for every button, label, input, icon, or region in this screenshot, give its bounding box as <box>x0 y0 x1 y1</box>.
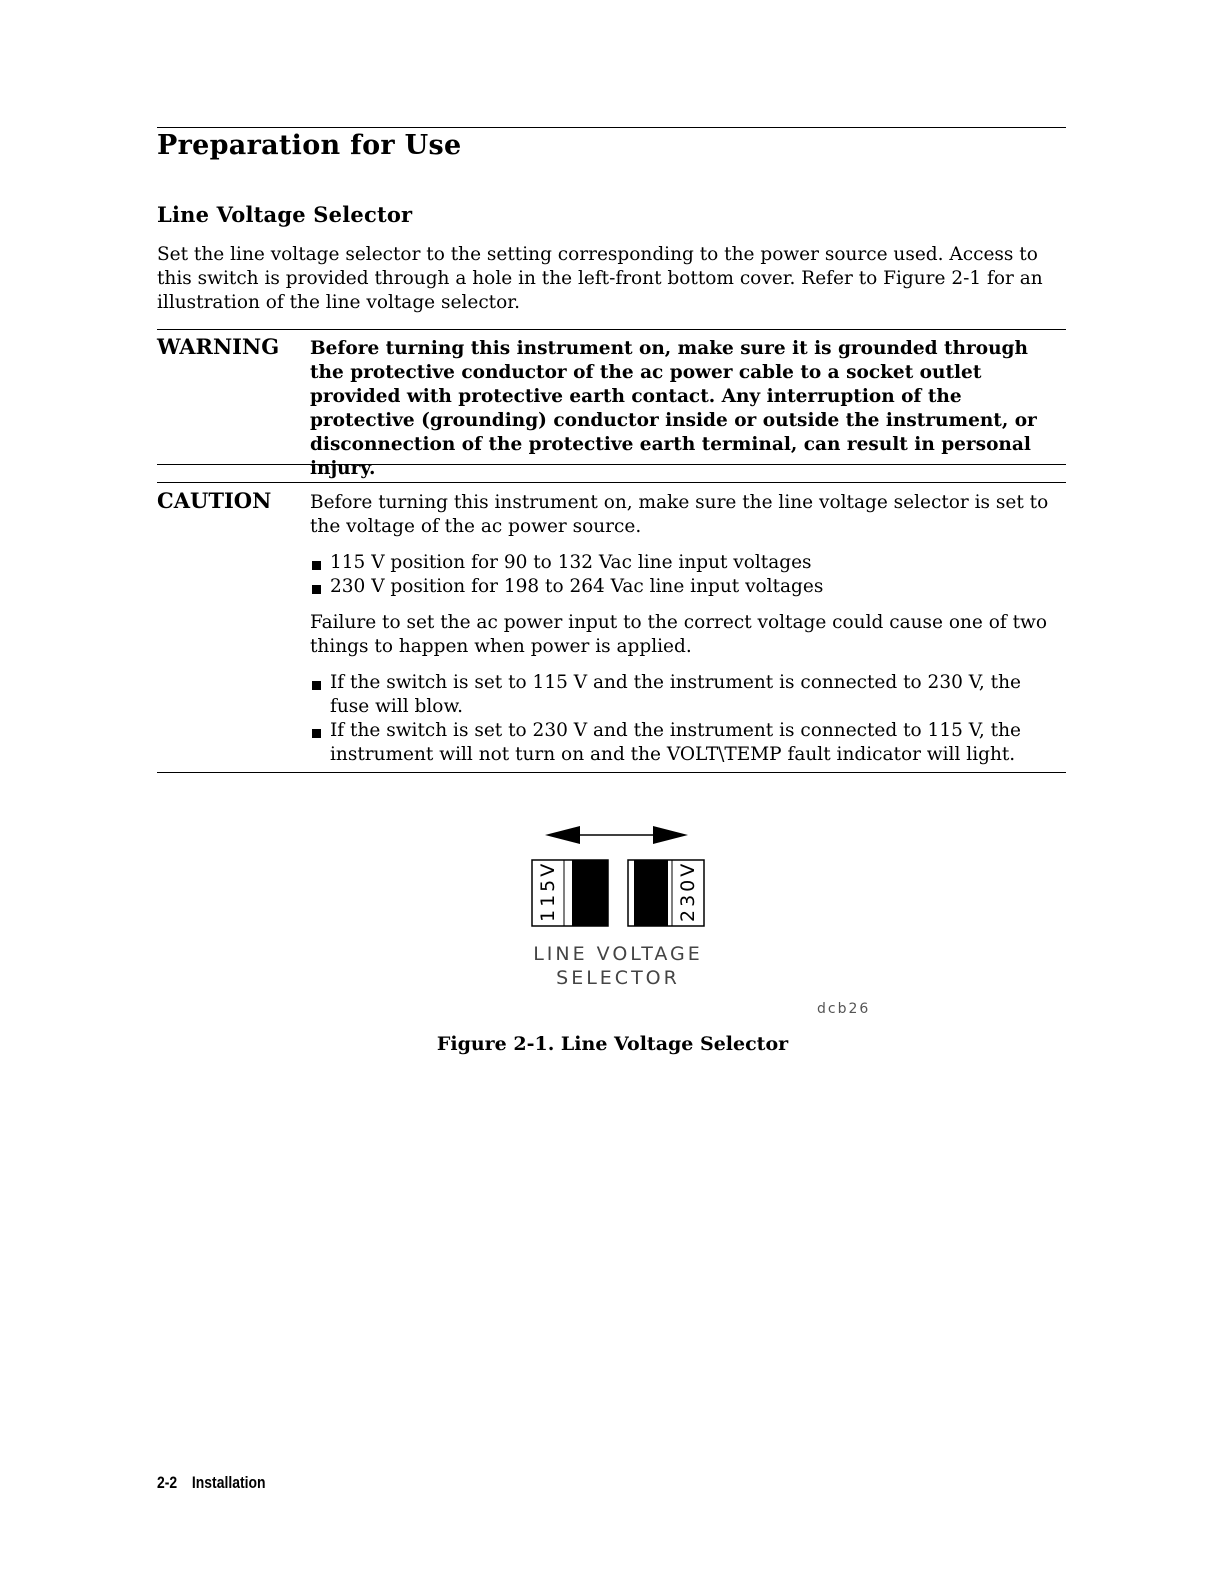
double-arrow-icon <box>545 826 688 844</box>
page-number: 2-2 <box>157 1473 178 1492</box>
warning-text: Before turning this instrument on, make sure it is grounded through the protective conductor of the ac power cable to a socket outlet provided with protective earth contact. Any interruption of the protective (grounding) conductor inside or outside the instrument, or disconnection of the protective earth terminal, can result in personal injury. <box>310 338 1037 479</box>
warning-label: WARNING <box>157 334 280 359</box>
caution-intro: Before turning this instrument on, make sure the line voltage selector is set to the voltage of the ac power source. <box>310 492 1049 537</box>
warning-top-rule <box>157 329 1066 330</box>
section-title: Preparation for Use <box>157 130 462 161</box>
switch-115v <box>532 860 608 926</box>
position-list <box>310 551 1066 599</box>
caution-bottom-rule <box>157 772 1066 773</box>
figure-title-line2: SELECTOR <box>556 967 680 989</box>
warning-bottom-rule <box>157 464 1066 465</box>
list-item: If the switch is set to 230 V and the instrument is connected to 115 V, the instrument will not turn on and the VOLT\TEMP fault indicator will light. <box>310 719 1066 767</box>
intro-paragraph: Set the line voltage selector to the setting corresponding to the power source used. Access to this switch is provided through a hole in the left-front bottom cover. Refer to Figure 2-1 for an illustration of the line voltage selector. <box>157 244 1043 313</box>
caution-body <box>310 491 1066 779</box>
switch-230v <box>628 860 704 926</box>
switch-115v-label: 115V <box>537 860 559 922</box>
page-footer <box>157 1473 280 1493</box>
consequence-list <box>310 671 1066 767</box>
subsection-title: Line Voltage Selector <box>157 202 413 227</box>
switch-230v-label: 230V <box>677 860 699 922</box>
caution-top-rule <box>157 482 1066 483</box>
chapter-name: Installation <box>191 1473 266 1492</box>
caution-label: CAUTION <box>157 488 272 513</box>
list-item: 115 V position for 90 to 132 Vac line input voltages <box>310 551 1066 575</box>
caution-failure: Failure to set the ac power input to the correct voltage could cause one of two things to happen when power is applied. <box>310 612 1048 657</box>
line-voltage-selector-figure <box>520 822 720 992</box>
figure-code: dcb26 <box>817 1001 871 1017</box>
figure-title-line1: LINE VOLTAGE <box>533 943 703 965</box>
top-rule <box>157 127 1066 128</box>
list-item: If the switch is set to 115 V and the instrument is connected to 230 V, the fuse will blow. <box>310 671 1066 719</box>
list-item: 230 V position for 198 to 264 Vac line input voltages <box>310 575 1066 599</box>
figure-caption: Figure 2-1. Line Voltage Selector <box>436 1033 789 1055</box>
